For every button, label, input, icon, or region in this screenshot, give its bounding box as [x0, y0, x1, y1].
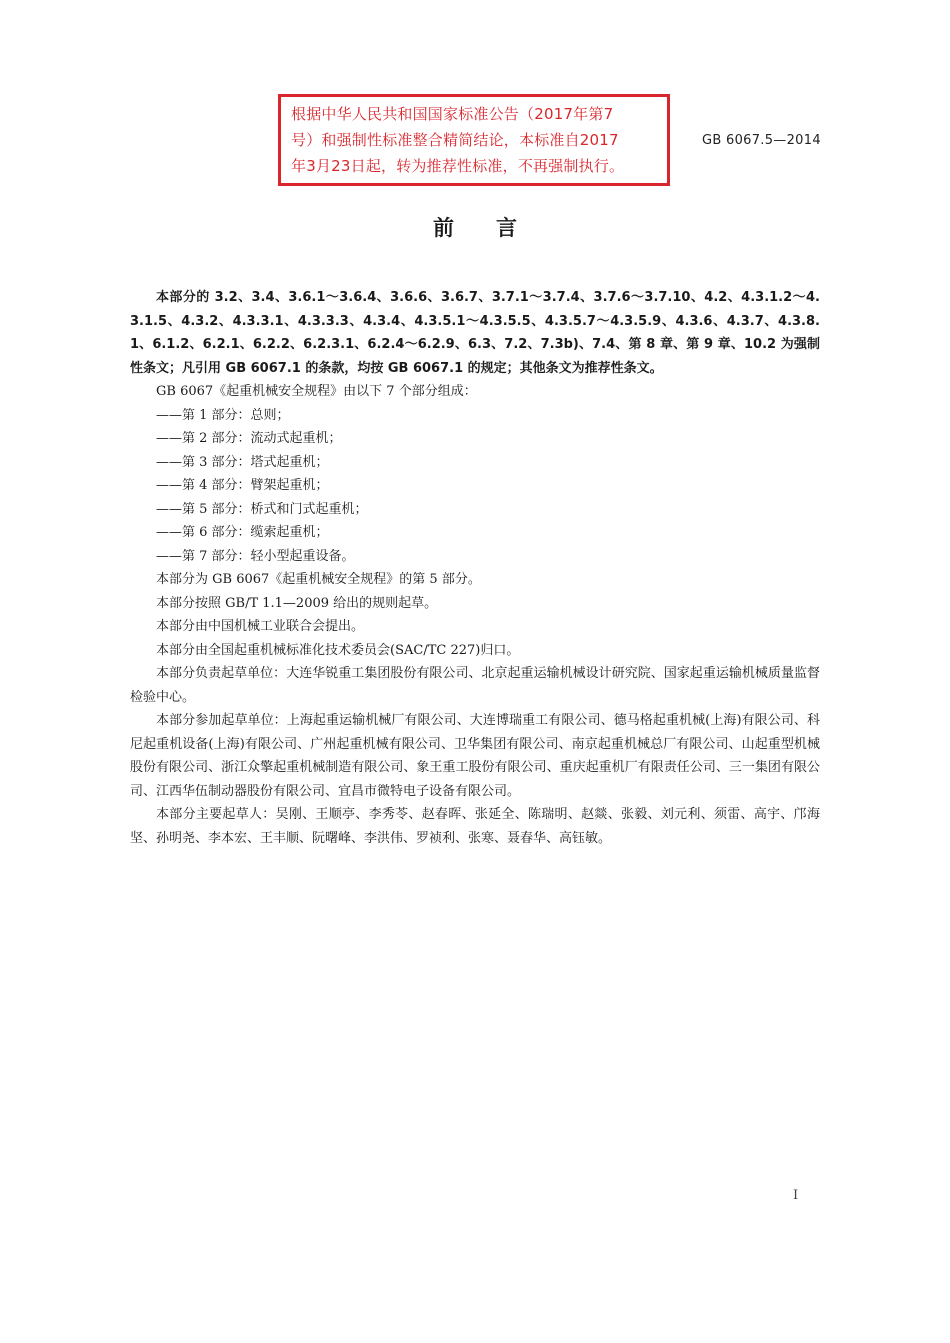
page-number: I	[793, 1188, 799, 1203]
technical-committee-paragraph: 本部分由全国起重机械标准化技术委员会(SAC/TC 227)归口。	[156, 642, 520, 658]
stamp-line-3: 年3月23日起，转为推荐性标准，不再强制执行。	[291, 157, 625, 175]
list-item: ——第 6 部分：缆索起重机；	[156, 525, 329, 540]
list-item: ——第 2 部分：流动式起重机；	[156, 431, 342, 446]
standard-code: GB 6067.5—2014	[702, 133, 821, 148]
this-part-paragraph: 本部分为 GB 6067《起重机械安全规程》的第 5 部分。	[156, 572, 481, 587]
lead-drafters-paragraph: 本部分负责起草单位：大连华锐重工集团股份有限公司、北京起重运输机械设计研究院、国家起重运输机械质量监督检验中心。	[130, 666, 820, 705]
list-item: ——第 5 部分：桥式和门式起重机；	[156, 501, 368, 517]
series-intro-paragraph: GB 6067《起重机械安全规程》由以下 7 个部分组成：	[156, 384, 477, 399]
drafting-rules-paragraph: 本部分按照 GB/T 1.1—2009 给出的规则起草。	[156, 595, 438, 611]
page-title: 前言	[433, 216, 559, 240]
conversion-notice-stamp	[278, 94, 670, 186]
list-item: ——第 7 部分：轻小型起重设备。	[156, 548, 355, 564]
list-item: ——第 3 部分：塔式起重机；	[156, 454, 329, 470]
stamp-line-1: 根据中华人民共和国国家标准公告（2017年第7	[291, 105, 614, 123]
mandatory-clauses-paragraph: 本部分的 3.2、3.4、3.6.1～3.6.4、3.6.6、3.6.7、3.7.1～3.7.4、3.7.6～3.7.10、4.2、4.3.1.2～4.3.1.5、4.3.2、4.3.3.1、4.3.3.3、4.3.4、4.3.5.1～4.3.5.5、4.3.5.7～4.3.5.9、4.3.6、4.3.7、4.3.8.1、6.1.2、6.2.1、6.2.2、6.2.3.1、6.2.4～6.2.9、6.3、7.2、7.3b)、7.4、第 8 章、第 9 章、10.2 为强制性条文；凡引用 GB 6067.1 的条款，均按 GB 6067.1 的规定；其他条文为推荐性条文。	[130, 290, 820, 376]
main-drafters-paragraph: 本部分主要起草人：吴刚、王顺亭、李秀苓、赵春晖、张延全、陈瑞明、赵燚、张毅、刘元利、须雷、高宇、邝海坚、孙明尧、李本宏、王丰顺、阮曙峰、李洪伟、罗祯利、张寒、聂春华、高钰敏。	[130, 807, 820, 846]
list-item: ——第 4 部分：臂架起重机；	[156, 478, 329, 493]
stamp-line-2: 号）和强制性标准整合精简结论，本标准自2017	[291, 131, 619, 149]
participating-drafters-paragraph: 本部分参加起草单位：上海起重运输机械厂有限公司、大连博瑞重工有限公司、德马格起重机械(上海)有限公司、科尼起重机设备(上海)有限公司、广州起重机械有限公司、卫华集团有限公司、南京起重机械总厂有限公司、山起重型机械股份有限公司、浙江众擎起重机械制造有限公司、象王重工股份有限公司、重庆起重机厂有限责任公司、三一集团有限公司、江西华伍制动器股份有限公司、宜昌市微特电子设备有限公司。	[130, 713, 820, 799]
list-item: ——第 1 部分：总则；	[156, 407, 290, 423]
foreword-body	[130, 286, 820, 850]
proposed-by-paragraph: 本部分由中国机械工业联合会提出。	[156, 619, 365, 634]
